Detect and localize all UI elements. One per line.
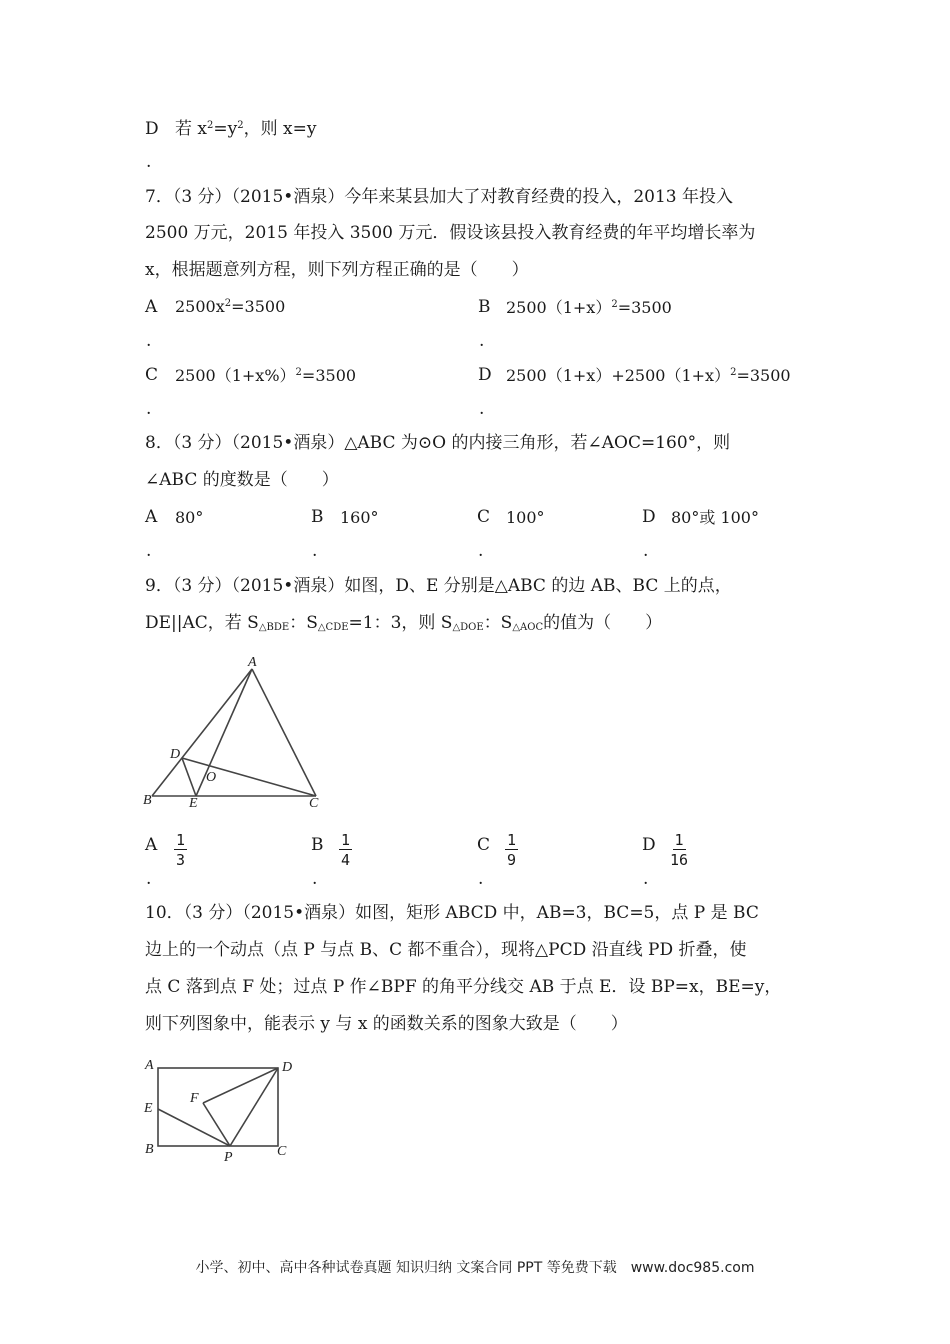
q9-option-c-dot: . xyxy=(478,869,484,889)
q8-stem-line-1: 8．（3 分）（2015•酒泉）△ABC 为⊙O 的内接三角形，若∠AOC=160°，则 xyxy=(145,433,731,453)
q10-label-b: B xyxy=(145,1142,154,1157)
q9-label-e: E xyxy=(189,796,198,811)
q8-option-c-label: C xyxy=(477,507,491,527)
q6-option-d-dot: . xyxy=(146,152,152,172)
q10-label-a: A xyxy=(145,1058,154,1073)
q8-option-b-dot: . xyxy=(312,541,318,561)
q8-option-d-label: D xyxy=(642,507,656,527)
q8-option-d-text: 80°或 100° xyxy=(671,508,759,527)
q7-option-c-label: C xyxy=(145,365,159,385)
q9-option-b-fraction: $\frac{1}{4}$ xyxy=(341,831,351,869)
q7-option-d-text: $2500(1+x)+2500(1+x)^2=3500$ xyxy=(506,366,791,385)
q10-label-c: C xyxy=(277,1144,287,1159)
q7-option-c-dot: . xyxy=(146,399,152,419)
q9-label-o: O xyxy=(206,770,217,785)
q9-option-c-fraction: $\frac{1}{9}$ xyxy=(507,831,517,869)
q9-stem-line-1: 9．（3 分）（2015•酒泉）如图，D、E 分别是△ABC 的边 AB、BC 上的点， xyxy=(145,576,732,596)
q9-option-a-label: A xyxy=(145,835,158,855)
q8-option-c-text: 100° xyxy=(506,508,545,527)
q7-stem-line-2: 2500 万元，2015 年投入 3500 万元．假设该县投入教育经费的年平均增长率为 xyxy=(145,223,756,243)
q9-label-d: D xyxy=(170,747,181,762)
q7-option-b-label: B xyxy=(478,297,491,317)
q7-option-b-dot: . xyxy=(479,331,485,351)
q9-label-c: C xyxy=(309,796,319,811)
q9-option-a-dot: . xyxy=(146,869,152,889)
q7-option-a-dot: . xyxy=(146,331,152,351)
q9-edge-ac xyxy=(252,669,316,796)
q8-option-c-dot: . xyxy=(478,541,484,561)
q10-label-f: F xyxy=(190,1091,199,1106)
q10-label-p: P xyxy=(224,1150,233,1165)
q8-stem-line-2: ∠ABC 的度数是（ ） xyxy=(145,470,339,490)
q10-label-e: E xyxy=(144,1101,153,1116)
q10-stem-line-2: 边上的一个动点（点 P 与点 B、C 都不重合），现将△PCD 沿直线 PD 折叠，使 xyxy=(145,940,747,960)
q9-option-d-label: D xyxy=(642,835,656,855)
q9-stem-line-2: DE||AC，若 $S_{\triangle BDE}$：$S_{\triangle CDE}=1$：3，则 $S_{\triangle DOE}$：$S_{\triangle AOC}$的值为（ ） xyxy=(145,613,663,633)
q8-option-a-dot: . xyxy=(146,541,152,561)
q9-option-c-label: C xyxy=(477,835,491,855)
q9-edge-ab xyxy=(152,669,252,796)
q9-segment-ae xyxy=(196,669,252,796)
q10-stem-line-4: 则下列图象中，能表示 y 与 x 的函数关系的图象大致是（ ） xyxy=(145,1014,628,1034)
q9-label-a: A xyxy=(248,655,257,670)
q7-stem-line-1: 7．（3 分）（2015•酒泉）今年来某县加大了对教育经费的投入，2013 年投入 xyxy=(145,187,733,207)
q9-segment-de xyxy=(182,758,196,796)
q7-option-a-text: $2500x^2=3500$ xyxy=(175,297,286,316)
q8-option-a-label: A xyxy=(145,507,158,527)
q10-stem-line-3: 点 C 落到点 F 处；过点 P 作∠BPF 的角平分线交 AB 于点 E．设 BP=x，BE=y， xyxy=(145,977,782,997)
q10-rectangle-figure xyxy=(140,1052,300,1167)
q9-option-d-fraction: $\frac{1}{16}$ xyxy=(670,831,689,869)
q7-stem-line-3: x，根据题意列方程，则下列方程正确的是（ ） xyxy=(145,260,529,280)
q9-option-d-dot: . xyxy=(643,869,649,889)
q9-option-b-label: B xyxy=(311,835,324,855)
page-footer: 小学、初中、高中各种试卷真题 知识归纳 文案合同 PPT 等免费下载 www.doc985.com xyxy=(195,1260,755,1276)
q9-triangle-figure xyxy=(140,650,340,815)
q6-option-d-label: D xyxy=(145,119,159,139)
q10-label-d: D xyxy=(282,1060,293,1075)
q8-option-a-text: 80° xyxy=(175,508,204,527)
q9-segment-dc xyxy=(182,758,316,796)
q8-option-d-dot: . xyxy=(643,541,649,561)
q9-option-a-fraction: $\frac{1}{3}$ xyxy=(176,831,186,869)
q10-stem-line-1: 10．（3 分）（2015•酒泉）如图，矩形 ABCD 中，AB=3，BC=5，点 P 是 BC xyxy=(145,903,759,923)
q7-option-d-label: D xyxy=(478,365,492,385)
q8-option-b-text: 160° xyxy=(340,508,379,527)
q8-option-b-label: B xyxy=(311,507,324,527)
q9-label-b: B xyxy=(143,793,152,808)
q10-rectangle-abcd xyxy=(158,1068,278,1146)
q7-option-a-label: A xyxy=(145,297,158,317)
q7-option-c-text: $2500(1+x\%)^2=3500$ xyxy=(175,366,357,385)
q7-option-d-dot: . xyxy=(479,399,485,419)
q7-option-b-text: $2500(1+x)^2=3500$ xyxy=(506,298,672,317)
q6-option-d-text: 若 $x^2=y^2$，则 x=y xyxy=(175,119,317,139)
q9-option-b-dot: . xyxy=(312,869,318,889)
